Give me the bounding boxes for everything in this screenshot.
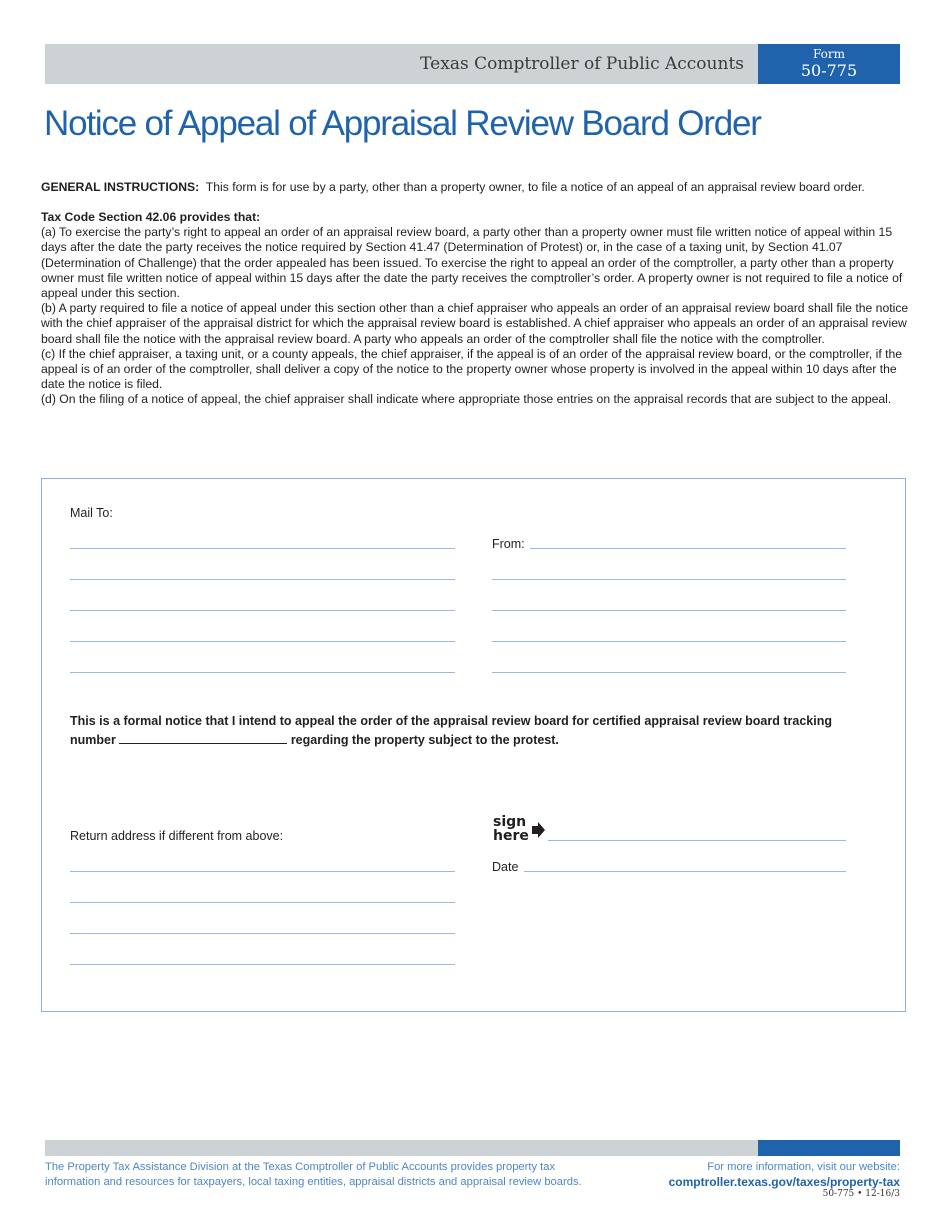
return-address-line-3[interactable] [70,933,455,934]
mail-to-line-4[interactable] [70,641,455,642]
form-number-badge [758,44,900,84]
mail-to-line-3[interactable] [70,610,455,611]
signature-line[interactable] [548,840,846,841]
footer-bar-accent [758,1140,900,1156]
mail-to-line-5[interactable] [70,672,455,673]
footer-website-prefix: For more information, visit our website: [707,1161,900,1173]
mail-to-line-1[interactable] [70,548,455,549]
from-line-2[interactable] [492,579,846,580]
form-number: 50-775 [800,61,858,80]
footer-bar [45,1140,758,1156]
from-line-1[interactable] [530,548,846,549]
footer-website [669,1160,900,1190]
notice-text-part2: regarding the property subject to the protest. [290,733,559,747]
form-label: Form [812,47,845,61]
return-address-label: Return address if different from above: [70,829,284,843]
form-revision-code: 50-775 • 12-16/3 [822,1189,900,1199]
general-instructions-label: GENERAL INSTRUCTIONS: [41,180,200,194]
from-line-3[interactable] [492,610,846,611]
notice-text-part1: This is a formal notice that I intend to appeal the order of the appraisal review board for certified appraisal review board tracking number [70,714,832,747]
statute-paragraph-d: (d) On the filing of a notice of appeal, the chief appraiser shall indicate where appropriate those entries on the appraisal records that are subject to the appeal. [41,392,892,407]
appeal-notice-statement [70,712,870,750]
tracking-number-field[interactable] [119,731,287,744]
here-word: here [493,828,529,844]
return-address-line-4[interactable] [70,964,455,965]
return-address-line-1[interactable] [70,871,455,872]
mail-to-label: Mail To: [70,506,113,520]
from-label: From: [492,537,525,551]
sign-arrow-icon [532,822,545,838]
statute-text [41,210,909,408]
mail-to-line-2[interactable] [70,579,455,580]
statute-paragraph-b: (b) A party required to file a notice of appeal under this section other than a chief appraiser who appeals an order of an appraisal review board shall file the notice with the chief appraiser of the appraisal district for which the appraisal review board is established. A chief appraiser who appeals an order of an appraisal review board shall file the notice with the appraisal review board. A party who appeals an order of the comptroller shall file the notice with the comptroller. [41,301,909,346]
sign-here-marker [493,815,529,843]
footer-description: The Property Tax Assistance Division at the Texas Comptroller of Public Accounts provides property tax information and resources for taxpayers, local taxing entities, appraisal districts and appraisal review boards. [45,1161,582,1188]
sign-word: sign [493,814,527,830]
page-title: Notice of Appeal of Appraisal Review Board Order [44,104,761,143]
return-address-line-2[interactable] [70,902,455,903]
from-line-5[interactable] [492,672,846,673]
statute-paragraph-c: (c) If the chief appraiser, a taxing unit, or a county appeals, the chief appraiser, if the appeal is of an order of the appraisal review board, or the comptroller, if the appeal is of an order of the comptroller, shall deliver a copy of the notice to the property owner whose property is involved in the appeal within 10 days after the date the notice is filed. [41,346,903,392]
general-instructions [41,180,911,195]
agency-name: Texas Comptroller of Public Accounts [420,54,744,74]
statute-heading: Tax Code Section 42.06 provides that: [41,210,261,224]
statute-paragraph-a: (a) To exercise the party’s right to appeal an order of an appraisal review board, a party other than a property owner must file written notice of appeal within 15 days after the date the party receives the notice required by Section 41.47 (Determination of Protest) or, in the case of a taxing unit, by Section 41.07 (Determination of Challenge) that the order appealed has been issued. To exercise the right to appeal an order of the comptroller, a party other than a property owner must file written notice of appeal within 15 days after the date the party receives the comptroller’s order. A property owner is not required to file a notice of appeal under this section. [41,225,903,301]
general-instructions-text: This form is for use by a party, other than a property owner, to file a notice of an appeal of an appraisal review board order. [205,180,865,194]
footer-website-link[interactable]: comptroller.texas.gov/taxes/property-tax [668,1175,900,1189]
header-bar [45,44,758,84]
date-line[interactable] [524,871,846,872]
from-line-4[interactable] [492,641,846,642]
date-label: Date [492,860,519,874]
